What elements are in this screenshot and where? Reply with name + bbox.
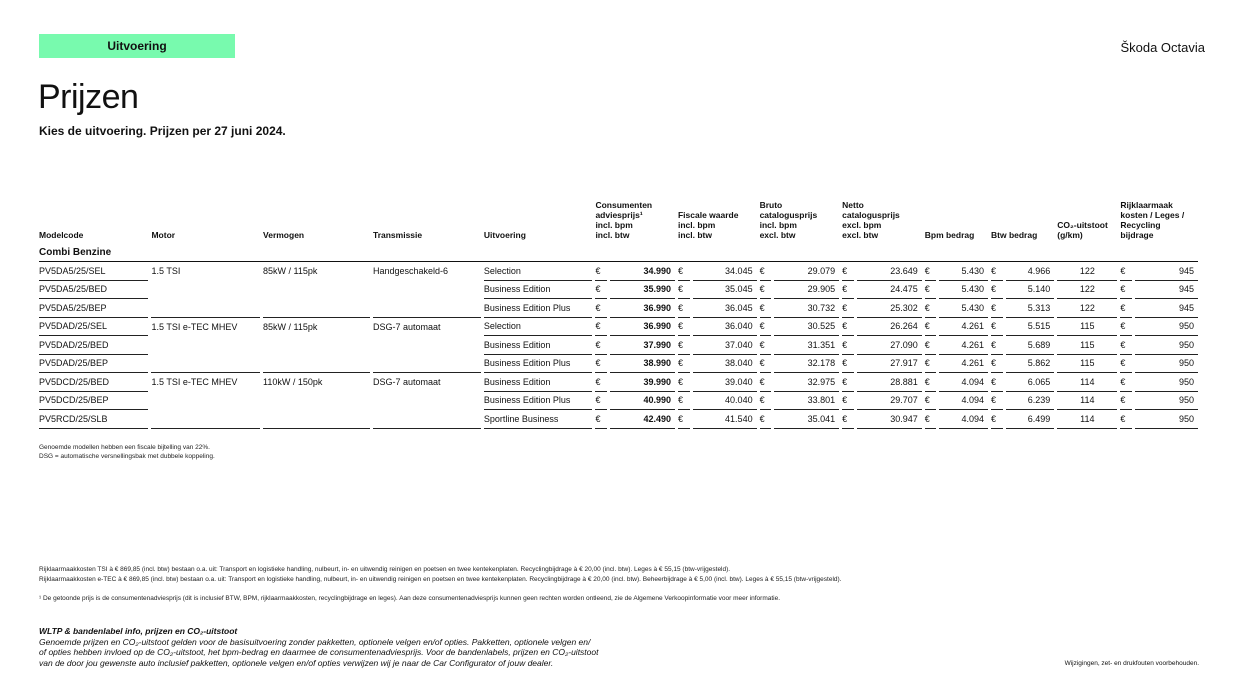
disclaimer: Wijzigingen, zet- en drukfouten voorbehouden. bbox=[1064, 660, 1199, 667]
euro-sign-netto: € bbox=[842, 281, 854, 300]
wltp-line-3: van de door jou gewenste auto inclusief pakketten, optionele velgen en/of opties verwijzen wij je naar de Car Configurator of jouw dealer. bbox=[39, 657, 554, 668]
cell-fiscale: 37.040 bbox=[693, 336, 757, 355]
cell-transmissie bbox=[373, 299, 481, 318]
euro-sign-rijklaar: € bbox=[1120, 355, 1132, 374]
cell-transmissie bbox=[373, 336, 481, 355]
euro-sign-btw: € bbox=[991, 281, 1003, 300]
cell-consumenten: 42.490 bbox=[610, 410, 675, 429]
table-row bbox=[39, 392, 1198, 411]
footnote: ¹ De getoonde prijs is de consumentenadviesprijs (dit is inclusief BTW, BPM, rijklaarmaakkosten, recyclingbijdrage en leges). Aan deze consumentenadviesprijs kunnen geen rechten worden ontleend, zie de Algemene Verkoopinformatie voor meer informatie. bbox=[39, 595, 781, 602]
cell-model: PV5RCD/25/SLB bbox=[39, 410, 148, 429]
col-header-vermogen: Vermogen bbox=[263, 230, 305, 240]
cell-vermogen bbox=[263, 281, 370, 300]
euro-sign-bruto: € bbox=[760, 392, 772, 411]
cell-co2: 114 bbox=[1057, 392, 1117, 411]
cell-fiscale: 41.540 bbox=[693, 410, 757, 429]
col-header-model: Modelcode bbox=[39, 230, 84, 240]
cell-rijklaar: 950 bbox=[1135, 392, 1198, 411]
cell-bpm: 4.261 bbox=[939, 318, 988, 337]
table-row bbox=[39, 299, 1198, 318]
euro-sign-bpm: € bbox=[925, 355, 937, 374]
euro-sign-btw: € bbox=[991, 318, 1003, 337]
table-row bbox=[39, 262, 1198, 281]
cell-vermogen bbox=[263, 410, 370, 429]
cell-uitvoering: Business Edition Plus bbox=[484, 392, 593, 411]
cell-btw: 4.966 bbox=[1006, 262, 1055, 281]
table-row bbox=[39, 373, 1198, 392]
page-subtitle: Kies de uitvoering. Prijzen per 27 juni 2024. bbox=[39, 124, 286, 138]
cell-model: PV5DAD/25/SEL bbox=[39, 318, 148, 337]
euro-sign-netto: € bbox=[842, 318, 854, 337]
cell-motor bbox=[151, 355, 260, 374]
euro-sign-consumenten: € bbox=[595, 410, 607, 429]
cell-fiscale: 36.040 bbox=[693, 318, 757, 337]
euro-sign-fiscale: € bbox=[678, 281, 690, 300]
euro-sign-btw: € bbox=[991, 262, 1003, 281]
cell-motor bbox=[151, 281, 260, 300]
cell-uitvoering: Sportline Business bbox=[484, 410, 593, 429]
euro-sign-bpm: € bbox=[925, 281, 937, 300]
table-row bbox=[39, 336, 1198, 355]
group-label: Combi Benzine bbox=[39, 243, 1198, 262]
cell-fiscale: 36.045 bbox=[693, 299, 757, 318]
euro-sign-fiscale: € bbox=[678, 262, 690, 281]
cell-vermogen bbox=[263, 392, 370, 411]
euro-sign-bpm: € bbox=[925, 410, 937, 429]
cell-consumenten: 34.990 bbox=[610, 262, 675, 281]
euro-sign-bpm: € bbox=[925, 392, 937, 411]
cell-rijklaar: 945 bbox=[1135, 262, 1198, 281]
cell-btw: 6.065 bbox=[1006, 373, 1055, 392]
cell-consumenten: 39.990 bbox=[610, 373, 675, 392]
cell-motor bbox=[151, 410, 260, 429]
wltp-line-1: Genoemde prijzen en CO₂-uitstoot gelden voor de basisuitvoering zonder pakketten, optionele velgen en/of opties. Pakketten, optionele velgen en/ bbox=[39, 636, 591, 647]
cell-netto: 27.090 bbox=[857, 336, 922, 355]
euro-sign-btw: € bbox=[991, 336, 1003, 355]
euro-sign-consumenten: € bbox=[595, 299, 607, 318]
cell-fiscale: 39.040 bbox=[693, 373, 757, 392]
cell-motor: 1.5 TSI e-TEC MHEV bbox=[151, 321, 238, 332]
cell-consumenten: 35.990 bbox=[610, 281, 675, 300]
col-header-btw: Btw bedrag bbox=[991, 230, 1038, 240]
euro-sign-btw: € bbox=[991, 373, 1003, 392]
cell-uitvoering: Selection bbox=[484, 318, 593, 337]
cell-bpm: 4.261 bbox=[939, 336, 988, 355]
cell-co2: 115 bbox=[1057, 336, 1117, 355]
cell-btw: 5.140 bbox=[1006, 281, 1055, 300]
col-header-transmissie: Transmissie bbox=[372, 230, 423, 240]
cell-vermogen bbox=[263, 299, 370, 318]
cell-bruto: 33.801 bbox=[774, 392, 839, 411]
cell-co2: 115 bbox=[1057, 355, 1117, 374]
euro-sign-fiscale: € bbox=[678, 392, 690, 411]
euro-sign-rijklaar: € bbox=[1120, 410, 1132, 429]
table-row bbox=[39, 410, 1198, 429]
cell-bruto: 29.905 bbox=[774, 281, 839, 300]
cell-transmissie bbox=[373, 355, 481, 374]
cell-model: PV5DA5/25/BED bbox=[39, 281, 148, 300]
cell-netto: 30.947 bbox=[857, 410, 922, 429]
cell-bruto: 35.041 bbox=[774, 410, 839, 429]
cell-uitvoering: Business Edition bbox=[484, 373, 593, 392]
cell-netto: 26.264 bbox=[857, 318, 922, 337]
cell-vermogen bbox=[263, 355, 370, 374]
cell-consumenten: 38.990 bbox=[610, 355, 675, 374]
cell-uitvoering: Business Edition Plus bbox=[484, 355, 593, 374]
col-header-bpm: Bpm bedrag bbox=[924, 230, 975, 240]
cell-consumenten: 40.990 bbox=[610, 392, 675, 411]
cell-transmissie: DSG-7 automaat bbox=[372, 377, 441, 388]
wltp-info bbox=[39, 626, 598, 668]
euro-sign-consumenten: € bbox=[595, 392, 607, 411]
cell-bruto: 29.079 bbox=[774, 262, 839, 281]
cell-rijklaar: 945 bbox=[1135, 299, 1198, 318]
euro-sign-netto: € bbox=[842, 262, 854, 281]
euro-sign-fiscale: € bbox=[678, 373, 690, 392]
col-header-uitvoering: Uitvoering bbox=[483, 230, 526, 240]
cell-co2: 114 bbox=[1057, 373, 1117, 392]
cell-bpm: 4.261 bbox=[939, 355, 988, 374]
col-header-rijklaar: Rijklaarmaak kosten / Leges / Recycling bijdrage bbox=[1120, 200, 1185, 240]
euro-sign-bruto: € bbox=[760, 410, 772, 429]
euro-sign-rijklaar: € bbox=[1120, 281, 1132, 300]
fiscal-note: Genoemde modellen hebben een fiscale bijtelling van 22%. bbox=[39, 444, 210, 451]
euro-sign-bruto: € bbox=[760, 281, 772, 300]
cell-bpm: 4.094 bbox=[939, 373, 988, 392]
cell-rijklaar: 945 bbox=[1135, 281, 1198, 300]
euro-sign-bpm: € bbox=[925, 318, 937, 337]
cell-rijklaar: 950 bbox=[1135, 355, 1198, 374]
group-row bbox=[39, 243, 1198, 262]
cell-bpm: 4.094 bbox=[939, 392, 988, 411]
cell-bpm: 5.430 bbox=[939, 281, 988, 300]
cell-vermogen: 85kW / 115pk bbox=[263, 266, 318, 277]
brand-name: Škoda Octavia bbox=[1120, 40, 1205, 55]
euro-sign-rijklaar: € bbox=[1120, 336, 1132, 355]
euro-sign-fiscale: € bbox=[678, 410, 690, 429]
euro-sign-bruto: € bbox=[760, 336, 772, 355]
cell-netto: 24.475 bbox=[857, 281, 922, 300]
table-header-row bbox=[39, 200, 1198, 243]
table-row bbox=[39, 355, 1198, 374]
euro-sign-rijklaar: € bbox=[1120, 392, 1132, 411]
cell-co2: 115 bbox=[1057, 318, 1117, 337]
cell-bruto: 31.351 bbox=[774, 336, 839, 355]
euro-sign-btw: € bbox=[991, 410, 1003, 429]
euro-sign-netto: € bbox=[842, 355, 854, 374]
euro-sign-rijklaar: € bbox=[1120, 299, 1132, 318]
page-title: Prijzen bbox=[38, 78, 139, 116]
euro-sign-consumenten: € bbox=[595, 336, 607, 355]
cell-vermogen bbox=[263, 336, 370, 355]
euro-sign-netto: € bbox=[842, 392, 854, 411]
cell-bruto: 32.178 bbox=[774, 355, 839, 374]
cell-model: PV5DAD/25/BED bbox=[39, 336, 148, 355]
cell-transmissie: Handgeschakeld-6 bbox=[372, 266, 449, 277]
euro-sign-consumenten: € bbox=[595, 281, 607, 300]
cell-bpm: 4.094 bbox=[939, 410, 988, 429]
euro-sign-fiscale: € bbox=[678, 299, 690, 318]
section-badge: Uitvoering bbox=[39, 34, 235, 58]
cell-model: PV5DCD/25/BEP bbox=[39, 392, 148, 411]
euro-sign-netto: € bbox=[842, 410, 854, 429]
cell-bruto: 30.525 bbox=[774, 318, 839, 337]
cell-rijklaar: 950 bbox=[1135, 410, 1198, 429]
cell-vermogen: 110kW / 150pk bbox=[263, 377, 323, 388]
dsg-note: DSG = automatische versnellingsbak met dubbele koppeling. bbox=[39, 453, 215, 460]
cell-motor: 1.5 TSI e-TEC MHEV bbox=[151, 377, 238, 388]
cell-uitvoering: Business Edition bbox=[484, 336, 593, 355]
rijklaar-note-tsi: Rijklaarmaakkosten TSI à € 869,85 (incl. btw) bestaan o.a. uit: Transport en logistieke handling, nulbeurt, in- en uitwendig reinigen en poetsen en twee kentekenplaten. Recyclingbijdrage à € 20,00 (incl. btw). Leges à € 55,15 (btw-vrijgesteld). bbox=[39, 566, 731, 573]
cell-btw: 5.515 bbox=[1006, 318, 1055, 337]
cell-bruto: 32.975 bbox=[774, 373, 839, 392]
euro-sign-rijklaar: € bbox=[1120, 318, 1132, 337]
cell-motor bbox=[151, 336, 260, 355]
cell-transmissie bbox=[373, 281, 481, 300]
cell-netto: 29.707 bbox=[857, 392, 922, 411]
euro-sign-bpm: € bbox=[925, 373, 937, 392]
cell-fiscale: 34.045 bbox=[693, 262, 757, 281]
cell-transmissie bbox=[373, 410, 481, 429]
col-header-consumentenprijs: Consumenten adviesprijs¹ incl. bpm incl. btw bbox=[595, 200, 653, 240]
cell-transmissie: DSG-7 automaat bbox=[372, 321, 441, 332]
euro-sign-bpm: € bbox=[925, 336, 937, 355]
euro-sign-consumenten: € bbox=[595, 318, 607, 337]
cell-co2: 122 bbox=[1057, 262, 1117, 281]
cell-rijklaar: 950 bbox=[1135, 373, 1198, 392]
cell-bpm: 5.430 bbox=[939, 299, 988, 318]
euro-sign-btw: € bbox=[991, 392, 1003, 411]
wltp-heading: WLTP & bandenlabel info, prijzen en CO₂-uitstoot bbox=[39, 626, 238, 636]
cell-co2: 122 bbox=[1057, 299, 1117, 318]
cell-btw: 5.862 bbox=[1006, 355, 1055, 374]
cell-vermogen: 85kW / 115pk bbox=[263, 321, 318, 332]
cell-motor bbox=[151, 392, 260, 411]
cell-consumenten: 36.990 bbox=[610, 318, 675, 337]
cell-btw: 5.689 bbox=[1006, 336, 1055, 355]
cell-rijklaar: 950 bbox=[1135, 318, 1198, 337]
euro-sign-fiscale: € bbox=[678, 318, 690, 337]
cell-netto: 27.917 bbox=[857, 355, 922, 374]
euro-sign-netto: € bbox=[842, 299, 854, 318]
table-row bbox=[39, 281, 1198, 300]
cell-btw: 6.499 bbox=[1006, 410, 1055, 429]
cell-model: PV5DCD/25/BED bbox=[39, 373, 148, 392]
price-table bbox=[36, 200, 1201, 429]
cell-co2: 122 bbox=[1057, 281, 1117, 300]
table-row bbox=[39, 318, 1198, 337]
cell-bruto: 30.732 bbox=[774, 299, 839, 318]
euro-sign-bruto: € bbox=[760, 355, 772, 374]
col-header-netto: Netto catalogusprijs excl. bpm excl. btw bbox=[842, 200, 900, 240]
euro-sign-fiscale: € bbox=[678, 355, 690, 374]
cell-netto: 25.302 bbox=[857, 299, 922, 318]
col-header-bruto: Bruto catalogusprijs incl. bpm excl. btw bbox=[759, 200, 818, 240]
euro-sign-bpm: € bbox=[925, 299, 937, 318]
col-header-fiscale-waarde: Fiscale waarde incl. bpm incl. btw bbox=[677, 210, 739, 240]
cell-netto: 23.649 bbox=[857, 262, 922, 281]
euro-sign-netto: € bbox=[842, 336, 854, 355]
cell-fiscale: 35.045 bbox=[693, 281, 757, 300]
cell-uitvoering: Business Edition Plus bbox=[484, 299, 593, 318]
cell-consumenten: 36.990 bbox=[610, 299, 675, 318]
cell-transmissie bbox=[373, 392, 481, 411]
euro-sign-btw: € bbox=[991, 299, 1003, 318]
cell-motor bbox=[151, 299, 260, 318]
cell-fiscale: 40.040 bbox=[693, 392, 757, 411]
euro-sign-bpm: € bbox=[925, 262, 937, 281]
cell-motor: 1.5 TSI bbox=[151, 266, 181, 277]
rijklaar-note-etec: Rijklaarmaakkosten e-TEC à € 869,85 (incl. btw) bestaan o.a. uit: Transport en logistieke handling, nulbeurt, in- en uitwendig reinigen en poetsen en twee kentekenplaten. Recyclingbijdrage à € 20,00 (incl. btw). Beheerbijdrage à € 5,00 (incl. btw). Leges à € 55,15 (btw-vrijgesteld). bbox=[39, 576, 842, 583]
euro-sign-consumenten: € bbox=[595, 373, 607, 392]
cell-consumenten: 37.990 bbox=[610, 336, 675, 355]
cell-uitvoering: Selection bbox=[484, 262, 593, 281]
euro-sign-bruto: € bbox=[760, 373, 772, 392]
euro-sign-bruto: € bbox=[760, 299, 772, 318]
cell-btw: 5.313 bbox=[1006, 299, 1055, 318]
col-header-co2: CO₂-uitstoot (g/km) bbox=[1057, 220, 1108, 240]
euro-sign-rijklaar: € bbox=[1120, 373, 1132, 392]
euro-sign-bruto: € bbox=[760, 262, 772, 281]
cell-bpm: 5.430 bbox=[939, 262, 988, 281]
euro-sign-bruto: € bbox=[760, 318, 772, 337]
cell-uitvoering: Business Edition bbox=[484, 281, 593, 300]
cell-rijklaar: 950 bbox=[1135, 336, 1198, 355]
cell-model: PV5DA5/25/BEP bbox=[39, 299, 148, 318]
cell-btw: 6.239 bbox=[1006, 392, 1055, 411]
euro-sign-consumenten: € bbox=[595, 355, 607, 374]
cell-model: PV5DA5/25/SEL bbox=[39, 262, 148, 281]
euro-sign-netto: € bbox=[842, 373, 854, 392]
cell-fiscale: 38.040 bbox=[693, 355, 757, 374]
wltp-line-2: of opties hebben invloed op de CO₂-uitstoot, het bpm-bedrag en daarmee de consumentenadviesprijs. Voor de bandenlabels, prijzen en CO₂-uitstoot bbox=[39, 647, 599, 657]
cell-model: PV5DAD/25/BEP bbox=[39, 355, 148, 374]
euro-sign-consumenten: € bbox=[595, 262, 607, 281]
col-header-motor: Motor bbox=[151, 230, 176, 240]
euro-sign-fiscale: € bbox=[678, 336, 690, 355]
cell-co2: 114 bbox=[1057, 410, 1117, 429]
euro-sign-btw: € bbox=[991, 355, 1003, 374]
euro-sign-rijklaar: € bbox=[1120, 262, 1132, 281]
cell-netto: 28.881 bbox=[857, 373, 922, 392]
